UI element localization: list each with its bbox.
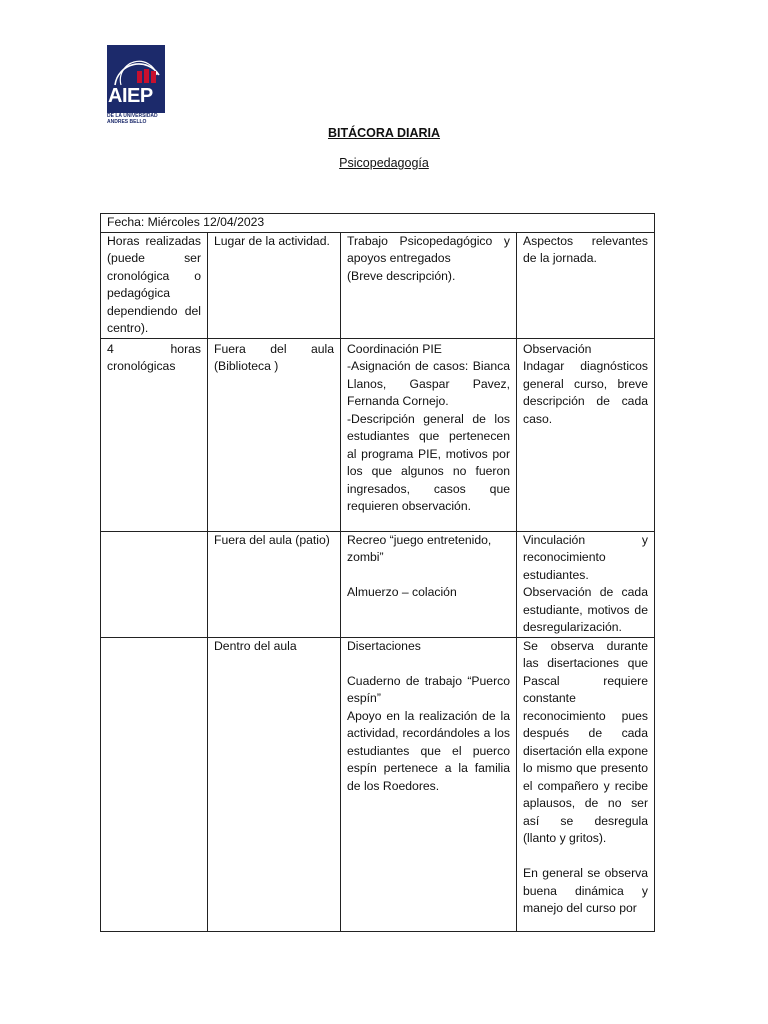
date-row xyxy=(101,214,655,233)
header-aspects: Aspectos relevantes de la jornada. xyxy=(517,232,655,338)
header-hours: Horas realizadas (puede ser cronológica o pedagógica dependiendo del centro). xyxy=(101,232,208,338)
row2-aspects: Vinculación y reconocimiento estudiantes. Observación de cada estudiante, motivos de desregularización. xyxy=(517,531,655,637)
row1-aspects: Observación Indagar diagnósticos general curso, breve descripción de cada caso. xyxy=(517,338,655,531)
logo-word: AIEP xyxy=(108,85,153,107)
table-row xyxy=(101,637,655,931)
header-work: Trabajo Psicopedagógico y apoyos entregados (Breve descripción). xyxy=(341,232,517,338)
logo-subtitle: DE LA UNIVERSIDAD ANDRES BELLO xyxy=(107,113,158,125)
table-row xyxy=(101,531,655,637)
row3-place: Dentro del aula xyxy=(208,637,341,931)
table-row xyxy=(101,338,655,531)
row2-hours xyxy=(101,531,208,637)
daily-log-table xyxy=(100,213,655,932)
aiep-logo xyxy=(107,45,165,125)
logo-arches-icon xyxy=(107,45,165,89)
row2-place: Fuera del aula (patio) xyxy=(208,531,341,637)
row3-aspects: Se observa durante las disertaciones que Pascal requiere constante reconocimiento pues después de cada disertación ella expone lo mismo que presento el compañero y recibe aplausos, de no ser así se desregula (llanto y gritos). En general se observa buena dinámica y manejo del curso por xyxy=(517,637,655,931)
header-row xyxy=(101,232,655,338)
row1-work: Coordinación PIE -Asignación de casos: Bianca Llanos, Gaspar Pavez, Fernanda Cornejo. -Descripción general de los estudiantes que pertenecen al programa PIE, motivos por los que algunos no fueron ingresados, casos que requieren observación. xyxy=(341,338,517,531)
row1-place: Fuera del aula (Biblioteca ) xyxy=(208,338,341,531)
page-title: BITÁCORA DIARIA xyxy=(327,126,441,140)
row3-hours xyxy=(101,637,208,931)
logo-emblem xyxy=(107,45,165,113)
date-cell: Fecha: Miércoles 12/04/2023 xyxy=(101,214,655,233)
row3-work: Disertaciones Cuaderno de trabajo “Puerco espín” Apoyo en la realización de la actividad, recordándoles a los estudiantes que el puerco espín pertenece a la familia de los Roedores. xyxy=(341,637,517,931)
page-subtitle: Psicopedagogía xyxy=(339,156,429,170)
row2-work: Recreo “juego entretenido, zombi” Almuerzo – colación xyxy=(341,531,517,637)
header-place: Lugar de la actividad. xyxy=(208,232,341,338)
row1-hours: 4 horas cronológicas xyxy=(101,338,208,531)
